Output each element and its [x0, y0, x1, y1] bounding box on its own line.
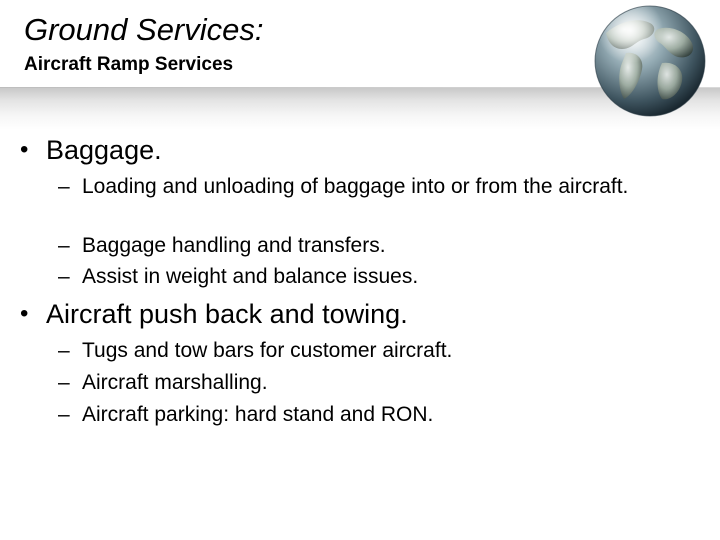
sub-bullet-marker: –	[58, 339, 70, 362]
slide-subtitle: Aircraft Ramp Services	[24, 54, 234, 75]
sub-bullet-text: Aircraft marshalling.	[82, 371, 268, 394]
sub-bullet-marker: –	[58, 234, 70, 257]
sub-bullet-text: Assist in weight and balance issues.	[82, 265, 419, 288]
sub-bullet-text: Aircraft parking: hard stand and RON.	[82, 403, 434, 426]
bullet-marker: •	[20, 136, 29, 163]
sub-bullet-text: Tugs and tow bars for customer aircraft.	[82, 339, 453, 362]
bullet-text: Aircraft push back and towing.	[46, 299, 408, 329]
slide-title: Ground Services:	[24, 12, 264, 47]
sub-bullet-marker: –	[58, 265, 70, 288]
sub-bullet-marker: –	[58, 371, 70, 394]
sub-bullet-text: Baggage handling and transfers.	[82, 234, 386, 257]
bullet-marker: •	[20, 300, 29, 327]
sub-bullet-text: Loading and unloading of baggage into or from the aircraft.	[82, 175, 629, 198]
sub-bullet-marker: –	[58, 403, 70, 426]
bullet-text: Baggage.	[46, 135, 162, 165]
sub-bullet-marker: –	[58, 175, 70, 198]
